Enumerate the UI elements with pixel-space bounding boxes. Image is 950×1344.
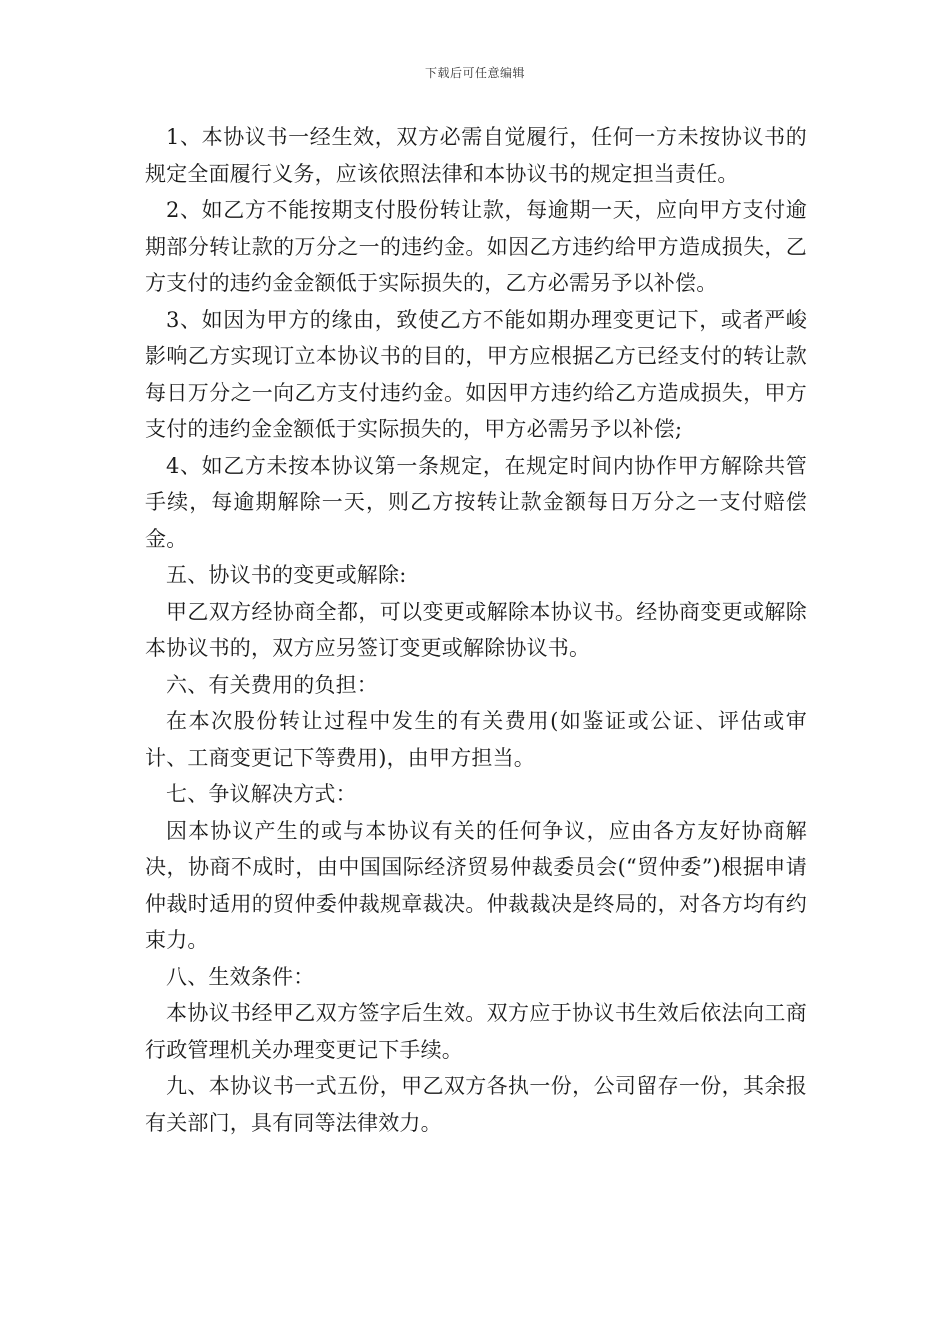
section-8-body: 本协议书经甲乙双方签字后生效。双方应于协议书生效后依法向工商行政管理机关办理变更记下手续。 [145,1001,807,1062]
clause-4: 4、如乙方未按本协议第一条规定，在规定时间内协作甲方解除共管手续，每逾期解除一天，则乙方按转让款金额每日万分之一支付赔偿金。 [145,453,807,551]
section-heading-8: 八、生效条件： [166,964,315,989]
page-header: 下载后可任意编辑 [424,66,525,80]
section-9-body: 九、本协议书一式五份，甲乙双方各执一份，公司留存一份，其余报有关部门，具有同等法律效力。 [145,1074,807,1135]
clause-3: 3、如因为甲方的缘由，致使乙方不能如期办理变更记下，或者严峻影响乙方实现订立本协议书的目的，甲方应根据乙方已经支付的转让款每日万分之一向乙方支付违约金。如因甲方违约给乙方造成损失，甲方支付的违约金金额低于实际损失的，甲方必需另予以补偿; [145,307,807,441]
section-5-body: 甲乙双方经协商全都，可以变更或解除本协议书。经协商变更或解除本协议书的，双方应另签订变更或解除协议书。 [145,599,807,660]
section-heading-7: 七、争议解决方式： [166,782,357,806]
section-6-body: 在本次股份转让过程中发生的有关费用(如鉴证或公证、评估或审计、工商变更记下等费用)，由甲方担当。 [145,709,807,770]
document-body [145,119,807,1141]
section-heading-6: 六、有关费用的负担： [166,672,378,697]
section-7-body: 因本协议产生的或与本协议有关的任何争议，应由各方友好协商解决，协商不成时，由中国国际经济贸易仲裁委员会(“贸仲委”)根据申请仲裁时适用的贸仲委仲裁规章裁决。仲裁裁决是终局的，对各方均有约束力。 [145,818,807,952]
clause-2: 2、如乙方不能按期支付股份转让款，每逾期一天，应向甲方支付逾期部分转让款的万分之一的违约金。如因乙方违约给甲方造成损失，乙方支付的违约金金额低于实际损失的，乙方必需另予以补偿。 [145,198,807,295]
section-heading-5: 五、协议书的变更或解除: [166,563,407,587]
clause-1: 1、本协议书一经生效，双方必需自觉履行，任何一方未按协议书的规定全面履行义务，应该依照法律和本协议书的规定担当责任。 [145,125,807,186]
